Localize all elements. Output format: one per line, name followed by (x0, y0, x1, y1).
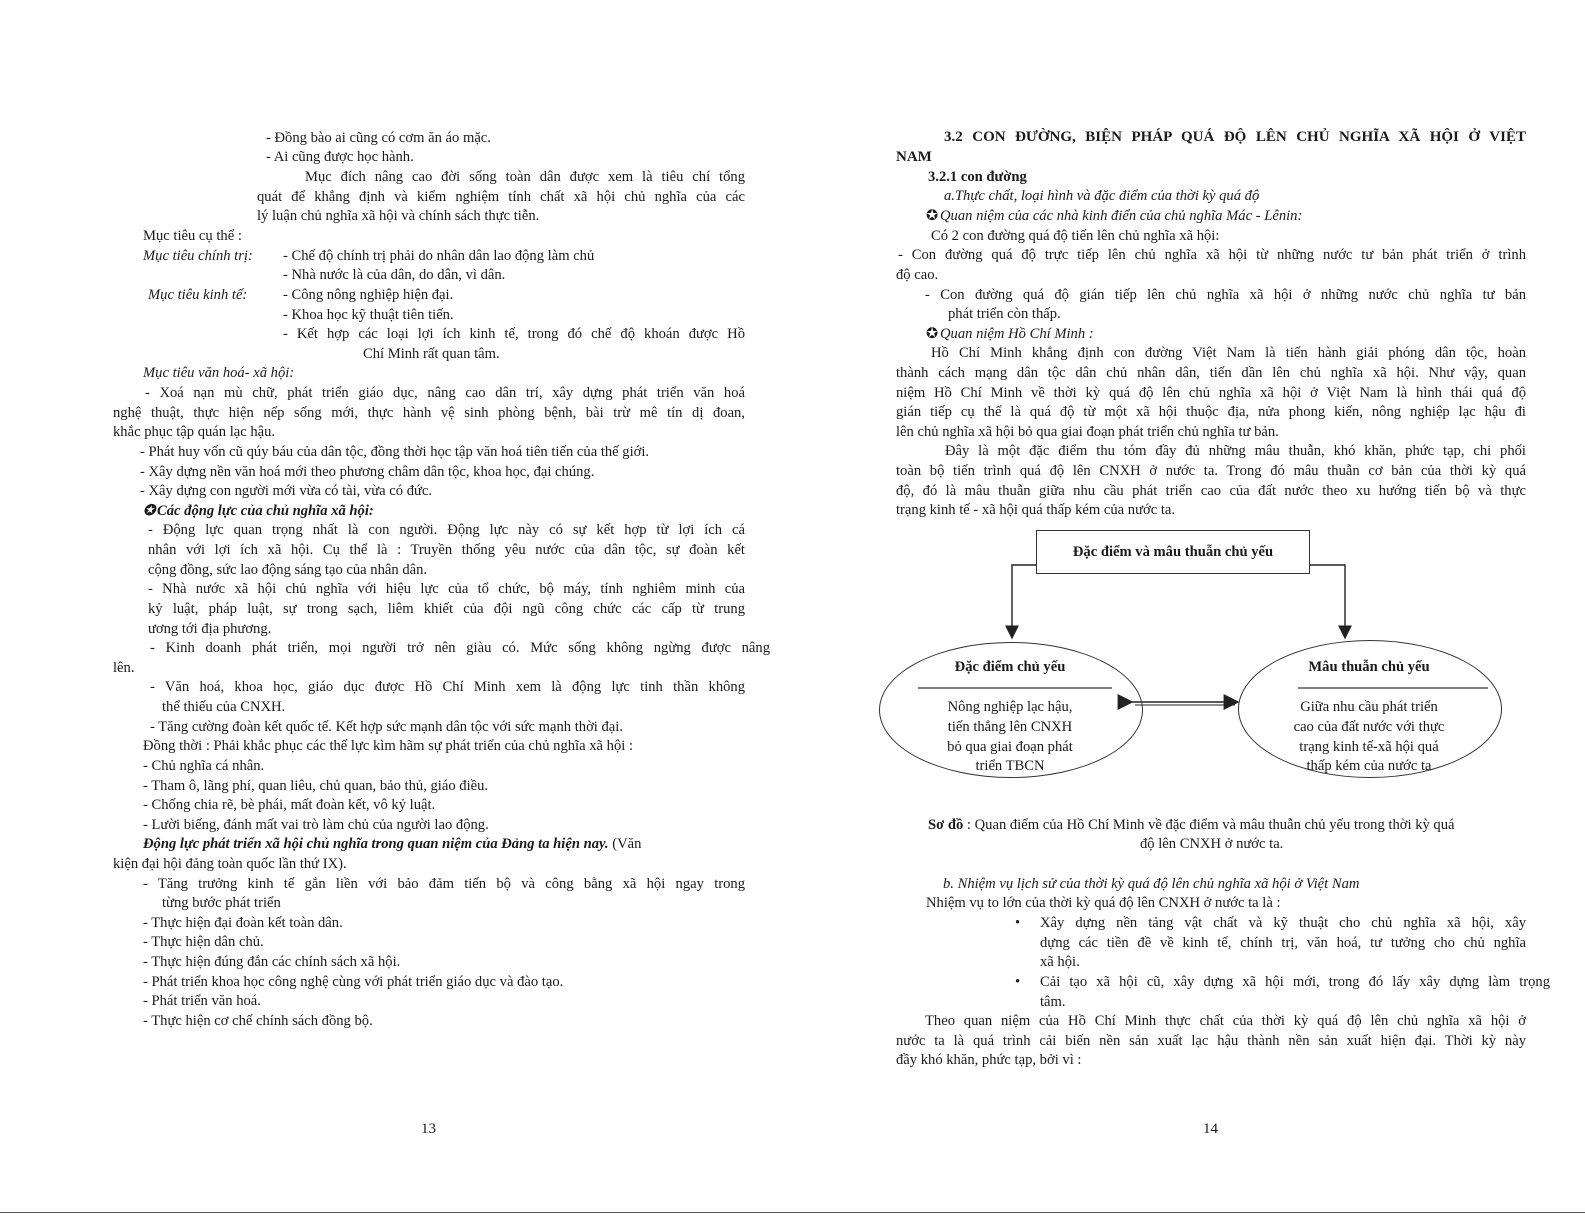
text-line: - Chống chia rẽ, bè phái, mất đoàn kết, vô kỷ luật. (143, 797, 436, 813)
text-line: - Xây dựng con người mới vừa có tài, vừa có đức. (140, 483, 433, 499)
filled-dot-bullet-icon: • (1015, 974, 1021, 990)
viewpoint-heading: ✪ Quan niệm Hồ Chí Minh : (926, 326, 1094, 342)
text-line: - Kết hợp các loại lợi ích kinh tế, trong đó chế độ khoán được Hồ (283, 326, 745, 342)
text-line: cộng đồng, sức lao động sáng tạo của nhân dân. (148, 562, 428, 578)
text-line: Mục tiêu văn hoá- xã hội: (143, 365, 295, 381)
text-line: Mục đích nâng cao đời sống toàn dân được xem là tiêu chí tổng (305, 169, 745, 185)
text-line: - Con đường quá độ trực tiếp lên chủ nghĩa xã hội từ những nước tư bản phát triển ở trình (898, 247, 1526, 263)
diagram-caption-cont: độ lên CNXH ở nước ta. (1140, 836, 1284, 852)
text-line: thể thiếu của CNXH. (162, 699, 286, 715)
text-line: gián tiếp cụ thể là quá độ từ một xã hội thuộc địa, nửa phong kiến, nông nghiệp lạc hậu đi (896, 404, 1526, 420)
text-line: - Phát triển văn hoá. (143, 993, 261, 1009)
text-line: nhân với lợi ích xã hội. Cụ thể là : Truyền thống yêu nước của dân tộc, sự đoàn kết (148, 542, 745, 558)
filled-dot-bullet-icon: • (1015, 915, 1021, 931)
caption-text: : Quan điểm của Hồ Chí Minh về đặc điểm và mâu thuẫn chủ yếu trong thời kỳ quá (966, 817, 1455, 833)
text-line: - Lười biếng, đánh mất vai trò làm chủ của người lao động. (143, 817, 489, 833)
emphasis-heading: Động lực phát triển xã hội chủ nghĩa trong quan niệm của Đảng ta hiện nay. (143, 836, 609, 852)
list-item-cont: xã hội. (1040, 954, 1080, 970)
diagram-top-box-label: Đặc điểm và mâu thuẫn chủ yếu (1072, 544, 1274, 560)
text-line: - Nhà nước xã hội chủ nghĩa với hiệu lực của tổ chức, bộ máy, tính nghiêm minh của (148, 581, 745, 597)
text-line: - Xây dựng nền văn hoá mới theo phương châm dân tộc, khoa học, đại chúng. (140, 464, 595, 480)
chapter-heading-cont: NAM (896, 149, 932, 165)
text-line: Chí Minh rất quan tâm. (363, 346, 500, 362)
right-ellipse-line: trạng kinh tế-xã hội quá (1299, 739, 1439, 755)
text-line: ương tới địa phương. (148, 621, 272, 637)
text-line: trạng kinh tế - xã hội quá thấp kém của nước ta. (896, 502, 1176, 518)
text-line: từng bước phát triển (162, 895, 281, 911)
section-heading: ✪ Các động lực của chủ nghĩa xã hội: (143, 503, 374, 519)
text-line: phát triển còn thấp. (948, 306, 1061, 322)
list-item-cont: dựng các tiền đề về kinh tế, chính trị, văn hoá, tư tưởng cho chủ nghĩa (1040, 935, 1526, 951)
text-line: - Đồng bào ai cũng có cơm ăn áo mặc. (266, 130, 491, 146)
subsection-heading: b. Nhiệm vụ lịch sử của thời kỳ quá độ lên chủ nghĩa xã hội ở Việt Nam (943, 876, 1360, 892)
viewpoint-heading: ✪ Quan niệm của các nhà kinh điển của chủ nghĩa Mác - Lênin: (926, 208, 1303, 224)
text-line: độ cao. (896, 267, 939, 283)
text-line: đầy khó khăn, phức tạp, bởi vì : (896, 1052, 1082, 1068)
circled-cross-bullet-icon: ✪ (143, 503, 156, 519)
subsection-heading: a.Thực chất, loại hình và đặc điểm của thời kỳ quá độ (944, 188, 1260, 204)
text-line: - Con đường quá độ gián tiếp lên chủ nghĩa xã hội ở những nước chủ nghĩa tư bản (925, 287, 1526, 303)
text-line: - Thực hiện đại đoàn kết toàn dân. (143, 915, 343, 931)
section-heading: 3.2.1 con đường (928, 169, 1027, 185)
text-line: kiện đại hội đảng toàn quốc lần thứ IX). (113, 856, 347, 872)
left-ellipse-line: bỏ qua giai đoạn phát (947, 739, 1073, 755)
circled-cross-bullet-icon: ✪ (926, 326, 939, 342)
text-line: - Ai cũng được học hành. (266, 149, 414, 165)
text-line: Hồ Chí Minh khẳng định con đường Việt Nam là tiến hành giải phóng dân tộc, hoàn (931, 345, 1526, 361)
right-ellipse-line: Giữa nhu cầu phát triển (1300, 699, 1438, 715)
text-line: - Phát triển khoa học công nghệ cùng với phát triển giáo dục và đào tạo. (143, 974, 564, 990)
text-line: độ, đó là mâu thuẫn giữa nhu cầu phát triển cao của đất nước theo xu hướng tiến bộ và thực (896, 483, 1526, 499)
text-line: lên. (113, 660, 135, 676)
list-item: Xây dựng nền tảng vật chất và kỹ thuật cho chủ nghĩa xã hội, xây (1040, 915, 1526, 931)
caption-label: Sơ đồ (928, 817, 964, 833)
left-ellipse-line: Nông nghiệp lạc hậu, (947, 699, 1073, 715)
text-line: nước ta là quá trình cải biến nền sản xuất lạc hậu thành nền sản xuất hiện đại. Thời kỳ này (896, 1033, 1526, 1049)
left-ellipse-title: Đặc điểm chủ yếu (954, 659, 1066, 675)
text-line: toàn bộ tiến trình quá độ lên CNXH ở nước ta. Trong đó mâu thuẫn cơ bản của thời kỳ quá (896, 463, 1526, 479)
text-line: - Thực hiện cơ chế chính sách đồng bộ. (143, 1013, 373, 1029)
text-line: Theo quan niệm của Hồ Chí Minh thực chất của thời kỳ quá độ lên chủ nghĩa xã hội ở (925, 1013, 1526, 1029)
text-line: Nhiệm vụ to lớn của thời kỳ quá độ lên CNXH ở nước ta là : (926, 895, 1281, 911)
text-line: nghệ thuật, thực hiện nếp sống mới, thực hành vệ sinh phòng bệnh, bài trừ mê tín dị đoan, (113, 405, 745, 421)
text-line: lý luận chủ nghĩa xã hội và chính sách thực tiễn. (257, 208, 540, 224)
text-line: Đồng thời : Phải khắc phục các thế lực kìm hãm sự phát triển của chủ nghĩa xã hội : (143, 738, 634, 754)
list-item-cont: tâm. (1040, 994, 1066, 1010)
text-line (143, 835, 641, 853)
right-ellipse-line: thấp kém của nước ta (1306, 758, 1432, 774)
list-item: Cải tạo xã hội cũ, xây dựng xã hội mới, trong đó lấy xây dựng làm trọng (1040, 974, 1550, 990)
text-line: - Tăng trưởng kinh tế gắn liền với bảo đảm tiến bộ và công bằng xã hội ngay trong (143, 876, 745, 892)
text-line: thành cách mạng dân tộc dân chủ nhân dân, tiến dần lên chủ nghĩa xã hội. Như vậy, quan (896, 365, 1526, 381)
text-line: kỷ luật, pháp luật, sự trong sạch, liêm khiết của đội ngũ công chức các cấp từ trung (148, 601, 745, 617)
text-line: - Nhà nước là của dân, do dân, vì dân. (283, 267, 506, 283)
text-line: - Thực hiện đúng đắn các chính sách xã hội. (143, 954, 401, 970)
text-line: - Công nông nghiệp hiện đại. (283, 287, 454, 303)
circled-cross-bullet-icon: ✪ (926, 208, 939, 224)
chapter-heading: 3.2 CON ĐƯỜNG, BIỆN PHÁP QUÁ ĐỘ LÊN CHỦ NGHĨA XÃ HỘI Ở VIỆT (944, 129, 1526, 145)
left-ellipse-line: tiến thẳng lên CNXH (947, 719, 1073, 735)
connector-right (1309, 565, 1345, 638)
text-line: Mục tiêu cụ thể : (143, 228, 242, 244)
text-line: - Tăng cường đoàn kết quốc tế. Kết hợp sức mạnh dân tộc với sức mạnh thời đại. (150, 719, 623, 735)
scan-edge-rule (0, 1212, 1585, 1213)
page-right (790, 0, 1585, 1225)
text-line: niệm Hồ Chí Minh về thời kỳ quá độ lên chủ nghĩa xã hội ở Việt Nam là hình thái quá độ (896, 385, 1526, 401)
page-left (0, 0, 790, 1225)
right-ellipse-title: Mâu thuẫn chủ yếu (1308, 659, 1430, 675)
left-ellipse-line: triển TBCN (975, 758, 1045, 774)
text-line: - Động lực quan trọng nhất là con người. Động lực này có sự kết hợp từ lợi ích cá (148, 522, 745, 538)
text-line: Có 2 con đường quá độ tiến lên chủ nghĩa xã hội: (931, 228, 1220, 244)
right-ellipse-line: cao của đất nước với thực (1293, 719, 1445, 735)
diagram-top-box (1036, 530, 1310, 574)
text-line: lên chủ nghĩa xã hội bỏ qua giai đoạn phát triển chủ nghĩa tư bản. (896, 424, 1279, 440)
text-line: - Phát huy vốn cũ qúy báu của dân tộc, đồng thời học tập văn hoá tiên tiến của thế giới. (140, 444, 650, 460)
text-line: quát để khẳng định và kiểm nghiệm tính chất xã hội chủ nghĩa của các (257, 189, 745, 205)
text-line: - Chủ nghĩa cá nhân. (143, 758, 265, 774)
text-line: - Chế độ chính trị phải do nhân dân lao động làm chủ (283, 248, 595, 264)
text-line: - Khoa học kỹ thuật tiên tiến. (283, 307, 454, 323)
diagram-caption (928, 816, 1455, 834)
connector-left (1012, 565, 1036, 638)
text-line: khắc phục tập quán lạc hậu. (113, 424, 276, 440)
text-line: - Xoá nạn mù chữ, phát triển giáo dục, nâng cao dân trí, xây dựng phát triển văn hoá (145, 385, 745, 401)
text-line: - Kinh doanh phát triển, mọi người trở nên giàu có. Mức sống không ngừng được nâng (150, 640, 770, 656)
text-line: - Tham ô, lãng phí, quan liêu, chủ quan, bảo thủ, giáo điều. (143, 778, 489, 794)
page-number: 14 (1203, 1121, 1218, 1137)
text-line: Đây là một đặc điểm thu tóm đầy đủ những mâu thuẫn, khó khăn, phức tạp, chi phối (945, 443, 1526, 459)
text-line: Mục tiêu kinh tế: (148, 287, 248, 303)
text-fragment: (Văn (612, 836, 642, 852)
text-line: - Văn hoá, khoa học, giáo dục được Hồ Chí Minh xem là động lực tinh thần không (150, 679, 745, 695)
text-line: - Thực hiện dân chủ. (143, 934, 264, 950)
text-line: Mục tiêu chính trị: (143, 248, 253, 264)
page-number: 13 (421, 1121, 436, 1137)
